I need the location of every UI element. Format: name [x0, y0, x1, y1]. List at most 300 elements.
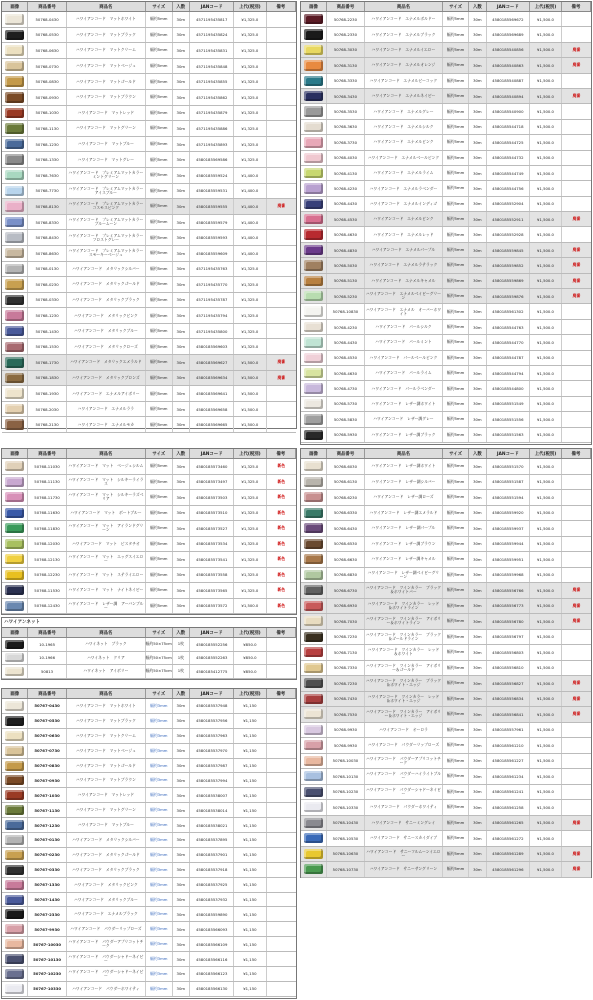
product-image [301, 862, 327, 877]
cell-name: ハワイアンコード マットクリーム [67, 43, 146, 58]
cell-name: ハワイアンコード メタリックローズ [67, 339, 146, 354]
cell-note [562, 104, 591, 118]
cell-code: 50768-10630 [327, 847, 365, 862]
cell-note [562, 506, 591, 521]
cell-name: ハワイアンコード メタリックピンク [67, 308, 146, 323]
cell-qty: 30m [469, 335, 486, 349]
table-body [301, 459, 591, 878]
cell-name: ハワイアンコード マットゴールド [67, 74, 146, 89]
cell-name: ハワイアンコード レザー調シルバー [365, 475, 443, 490]
table-row [301, 459, 591, 475]
cell-size: 幅約5mm [146, 417, 172, 432]
cell-code: 50768-5830 [327, 412, 365, 426]
product-image [301, 151, 327, 165]
table-row [2, 665, 296, 679]
table-row [2, 773, 296, 788]
cell-price: ¥1,325.0 [234, 106, 266, 121]
cell-name: ハワイアンコード マットブラック [67, 714, 146, 728]
header-price: 上代(税別) [234, 2, 266, 11]
cell-size: 幅約5mm [443, 58, 469, 72]
cell-name: ハワイアンコード マットレッド [67, 788, 146, 802]
cell-size: 幅約5mm [443, 27, 469, 41]
table-row [2, 12, 296, 28]
cell-size: 幅約5mm [443, 304, 469, 318]
cell-qty: 30m [173, 583, 191, 598]
cell-jan: 4580185540894 [487, 89, 531, 103]
cell-note [267, 982, 296, 996]
cell-price: ¥1,500.0 [530, 599, 562, 614]
cell-code: 50768-11630 [28, 506, 66, 521]
table-row [2, 417, 296, 433]
cell-name: ハワイアンコード エナメルネイビー [365, 89, 443, 103]
product-image [301, 74, 327, 88]
product-image [2, 699, 28, 713]
cell-note [267, 773, 296, 787]
cell-note: 廃番 [572, 680, 581, 686]
cell-note [562, 723, 591, 738]
cell-name: ハワイネット クリア [67, 652, 146, 665]
cell-name: ハワイアンコード マットゴールド [67, 759, 146, 773]
cell-name: ハワイアンコード サニーフルムーンイエロー [365, 847, 443, 862]
table-row [301, 43, 591, 58]
cell-code: 50768-3330 [327, 74, 365, 88]
cell-name: ハワイアンコード エナメルパープル [365, 243, 443, 257]
product-image [2, 878, 28, 892]
cell-name: ハワイアンコード エナメルピーコック [365, 74, 443, 88]
cell-name: ハワイアンコード メタリックブロンズ [67, 371, 146, 386]
cord-swatch [304, 60, 323, 70]
cell-note [267, 878, 296, 892]
cell-note [562, 412, 591, 426]
product-image [301, 212, 327, 226]
product-image [2, 568, 28, 583]
table-row [2, 537, 296, 553]
cell-qty: 30m [469, 58, 486, 72]
product-image [301, 847, 327, 862]
cell-price: ¥1,325.0 [234, 28, 266, 43]
cord-swatch [304, 245, 323, 255]
table-row [2, 744, 296, 759]
header-code: 商品番号 [28, 628, 66, 637]
cell-qty: 30m [173, 599, 191, 614]
cell-jan: 4580185552928 [487, 227, 531, 241]
cell-size: 幅約5mm [443, 43, 469, 57]
cell-size: 幅約5mm [146, 568, 172, 583]
cell-qty: 30m [469, 366, 486, 380]
cell-qty: 30m [173, 59, 191, 74]
cell-code: 50767-0230 [28, 848, 66, 862]
cell-name: ハワイアンコード レザー調ブラック [365, 428, 443, 442]
header-name: 商品名 [365, 449, 443, 458]
cell-jan: 4580185537918 [190, 863, 234, 877]
cell-code: 50767-1430 [28, 893, 66, 907]
cell-qty: 30m [469, 847, 486, 862]
header-code: 商品番号 [28, 2, 66, 11]
cord-swatch [5, 139, 24, 150]
cell-qty: 30m [469, 304, 486, 318]
header-size: サイズ [146, 628, 172, 637]
cell-name: ハワイアンコード メタリックピンク [67, 878, 146, 892]
product-image [301, 614, 327, 629]
cell-size: 幅約5mm [443, 537, 469, 552]
cell-name: ハワイアンコード エナメルシルク [365, 120, 443, 134]
cell-code: 50768-1330 [28, 152, 66, 167]
cell-qty: 30m [469, 785, 486, 800]
table-row [301, 599, 591, 615]
cord-swatch [5, 108, 24, 119]
cell-size: 幅約5mm [443, 428, 469, 442]
cell-jan: 4580185556810 [487, 661, 531, 676]
cell-jan: 4580185573572 [190, 599, 234, 614]
cord-swatch [5, 865, 24, 875]
header-size: サイズ [443, 2, 469, 11]
cell-note [562, 166, 591, 180]
cell-size: 幅約5mm [146, 137, 172, 152]
cell-note: 廃番 [572, 247, 581, 253]
cell-code: 50767-10230 [28, 967, 66, 981]
cell-name: ハワイアンコード マット ベージュシルム [67, 459, 146, 474]
cell-price: ¥1,325.0 [234, 583, 266, 598]
cell-size: 幅約3mm [146, 773, 172, 787]
product-image [301, 89, 327, 103]
cell-note [267, 803, 296, 817]
cell-name: ハワイアンコード エナメルピンク [365, 135, 443, 149]
cell-note [267, 937, 296, 951]
product-image [2, 552, 28, 567]
cell-size: 幅約5mm [146, 121, 172, 136]
header-size: サイズ [146, 689, 172, 698]
cell-name: ハワイネット ブラック [67, 638, 146, 651]
cell-note [562, 227, 591, 241]
table-row [301, 521, 591, 537]
cell-code: 50768-6530 [327, 537, 365, 552]
cell-name: ハワイネット アイボリー [67, 665, 146, 678]
header-img: 画像 [301, 2, 327, 11]
cell-qty: 30m [173, 74, 191, 89]
cord-swatch [5, 653, 24, 662]
cord-swatch [5, 701, 24, 711]
cell-jan: 4580185569665 [190, 417, 234, 432]
cell-note: 新色 [277, 571, 286, 577]
header-note: 備考 [267, 2, 296, 11]
table-row [301, 335, 591, 350]
header-code: 商品番号 [327, 2, 365, 11]
cell-note [267, 262, 296, 277]
cell-jan: 4580185566109 [190, 937, 234, 951]
cell-note [562, 490, 591, 505]
cell-price: ¥1,325.0 [234, 339, 266, 354]
product-image [301, 769, 327, 784]
table-row [301, 89, 591, 104]
cell-name: ハワイアンコード オーロラ [365, 723, 443, 738]
table-row [2, 893, 296, 908]
cell-qty: 30m [469, 43, 486, 57]
header-img: 画像 [2, 628, 28, 637]
table-row [2, 371, 296, 387]
table-header [2, 449, 296, 459]
cell-name: ハワイアンコード メタリックブラック [67, 293, 146, 308]
cell-size: 幅約5mm [443, 289, 469, 303]
cell-jan: 4580185540863 [487, 58, 531, 72]
cell-jan: 4580185556834 [487, 692, 531, 707]
cell-jan: 4580185551563 [487, 428, 531, 442]
cell-code: 50768-4430 [327, 335, 365, 349]
cell-jan: 4580185537963 [190, 729, 234, 743]
cell-qty: 30m [173, 568, 191, 583]
cell-size: 幅約5mm [146, 490, 172, 505]
cord-swatch [304, 306, 323, 316]
cell-note [562, 304, 591, 318]
cell-price: ¥1,500.0 [530, 89, 562, 103]
cell-size: 幅約3mm [146, 833, 172, 847]
table-row [301, 645, 591, 661]
cell-qty: 30m [469, 120, 486, 134]
product-image [301, 800, 327, 815]
cell-code: 50768-0330 [28, 293, 66, 308]
cell-price: ¥1,500.0 [530, 661, 562, 676]
cell-note: 新色 [277, 494, 286, 500]
cell-name: ハワイアンコード パールライム [365, 366, 443, 380]
cord-swatch [304, 461, 323, 471]
cell-name: ハワイアンコード マット ナイトネイビー [67, 583, 146, 598]
cell-size: 幅約5mm [146, 506, 172, 521]
table-header [2, 2, 296, 12]
cell-size: 幅約5mm [443, 381, 469, 395]
product-image [2, 773, 28, 787]
cell-price: ¥1,500.0 [530, 74, 562, 88]
cord-swatch [5, 45, 24, 56]
cell-size: 幅約5mm [146, 402, 172, 417]
cell-jan: 4580185537987 [190, 759, 234, 773]
cell-code: 50768-10330 [327, 800, 365, 815]
product-image [2, 246, 28, 261]
cell-note [562, 351, 591, 365]
cell-price: ¥1,150 [234, 759, 266, 773]
cell-name: ハワイアンコード マットブラック [67, 28, 146, 43]
cell-size: 幅約5mm [146, 552, 172, 567]
cell-size: 幅約5mm [443, 785, 469, 800]
header-price: 上代(税別) [234, 628, 266, 637]
cell-price: ¥1,325.0 [234, 308, 266, 323]
cell-note [562, 568, 591, 583]
product-image [301, 754, 327, 769]
cell-price: ¥1,500.0 [530, 630, 562, 645]
header-code: 商品番号 [327, 449, 365, 458]
cell-code: 50768-2030 [28, 402, 66, 417]
table-row [301, 412, 591, 427]
cord-swatch [5, 640, 24, 649]
cell-jan: 4571195435893 [190, 137, 234, 152]
cell-note: 廃番 [572, 618, 581, 624]
cell-qty: 30m [173, 863, 191, 877]
cell-jan: 4571195435787 [190, 293, 234, 308]
cell-note [562, 12, 591, 26]
cord-swatch [5, 492, 24, 502]
cell-name: ハワイアンコード メタリックシルバー [67, 833, 146, 847]
header-price: 上代(税別) [234, 689, 266, 698]
cell-code: 50767-0630 [28, 729, 66, 743]
cell-qty: 30m [173, 137, 191, 152]
product-image [2, 893, 28, 907]
cell-code: 50768-4830 [327, 243, 365, 257]
cord-swatch [5, 92, 24, 103]
cord-swatch [304, 45, 323, 55]
cell-qty: 30m [173, 848, 191, 862]
cord-swatch [5, 601, 24, 611]
table-row [2, 863, 296, 878]
cell-qty: 30m [173, 878, 191, 892]
product-image [301, 258, 327, 272]
cell-jan: 4580185537956 [190, 714, 234, 728]
cell-jan: 4571195435855 [190, 74, 234, 89]
product-image [2, 459, 28, 474]
cell-jan: 4580185559951 [487, 552, 531, 567]
cell-qty: 30m [469, 428, 486, 442]
cell-jan: 4580185573503 [190, 490, 234, 505]
cell-qty: 30m [173, 215, 191, 230]
cell-name: ハワイアンコード ツインカラー アイボリー＆ホワイト・エッジ [365, 707, 443, 722]
cell-code: 50768-4630 [327, 227, 365, 241]
cell-qty: 30m [173, 339, 191, 354]
cell-size: 幅約5mm [443, 74, 469, 88]
cord-swatch [304, 368, 323, 378]
cell-price: ¥1,500.0 [530, 552, 562, 567]
cell-note [562, 738, 591, 753]
header-price: 上代(税別) [234, 449, 266, 458]
cell-note: 廃番 [572, 866, 581, 872]
table-row [301, 568, 591, 584]
cord-swatch [5, 310, 24, 321]
cell-qty: 30m [173, 184, 191, 199]
cell-qty: 30m [469, 521, 486, 536]
cord-swatch [5, 404, 24, 415]
table-row [301, 304, 591, 319]
cell-code: 50768-12130 [28, 552, 66, 567]
cell-price: ¥1,500.0 [530, 227, 562, 241]
cell-price: ¥1,500.0 [530, 645, 562, 660]
cell-jan: 4580185559944 [487, 537, 531, 552]
cord-swatch [304, 833, 323, 843]
table-row [2, 262, 296, 278]
cell-size: 幅約5mm [443, 151, 469, 165]
table-row [301, 166, 591, 181]
cell-price: ¥1,500.0 [530, 475, 562, 490]
cell-note: 廃番 [572, 262, 581, 268]
cell-size: 幅約5mm [443, 366, 469, 380]
table-row [301, 258, 591, 273]
cell-qty: 30m [173, 833, 191, 847]
product-image [2, 262, 28, 277]
cell-size: 幅約5mm [146, 28, 172, 43]
cell-code: 50768-4530 [327, 351, 365, 365]
table-row [2, 137, 296, 153]
cell-note [267, 967, 296, 981]
cell-jan: 4580185544749 [487, 166, 531, 180]
cell-note: 廃番 [572, 216, 581, 222]
cell-code: 50768-5130 [327, 274, 365, 288]
cell-code: 50768-10030 [327, 754, 365, 769]
cell-name: ハワイアンコード パウダーアプリコットチーク [67, 937, 146, 951]
cell-note [267, 215, 296, 230]
cord-swatch [304, 864, 323, 874]
cell-size: 幅約3mm [146, 878, 172, 892]
cell-code: 50767-1130 [28, 803, 66, 817]
table-row [2, 833, 296, 848]
cord-swatch [304, 725, 323, 735]
cell-jan: 4580185573541 [190, 552, 234, 567]
product-image [301, 785, 327, 800]
cell-jan: 4580185544770 [487, 335, 531, 349]
table-row [301, 58, 591, 73]
cord-swatch [5, 539, 24, 549]
cell-name: ハワイアンコード レザー調ホワイト [365, 459, 443, 474]
table-body [301, 12, 591, 443]
cell-jan: 4571195435862 [190, 90, 234, 105]
cell-code: 50768-4230 [327, 181, 365, 195]
cell-jan: 4580185556780 [487, 614, 531, 629]
cell-code: 50768-1930 [28, 386, 66, 401]
cell-note [267, 90, 296, 105]
cell-jan: 4580185561234 [487, 769, 531, 784]
cell-name: ハワイアンコード エナメルライム [365, 166, 443, 180]
product-image [2, 652, 28, 665]
cell-note [562, 630, 591, 645]
cell-qty: 30m [173, 714, 191, 728]
cell-price: ¥1,150 [234, 788, 266, 802]
cell-size: 幅約5mm [443, 89, 469, 103]
product-image [2, 417, 28, 432]
cell-qty: 30m [469, 166, 486, 180]
table-body [2, 12, 296, 433]
cell-qty: 30m [173, 199, 191, 214]
table-row [301, 692, 591, 708]
cell-note [562, 74, 591, 88]
product-image [2, 371, 28, 386]
cell-size: 幅約5mm [146, 262, 172, 277]
cell-jan: 4580185540856 [487, 43, 531, 57]
cord-swatch [5, 264, 24, 275]
table-header [301, 2, 591, 12]
product-image [301, 521, 327, 536]
product-image [301, 227, 327, 241]
cell-price: ¥1,500.0 [530, 289, 562, 303]
cell-name: ハワイアンコード ツインカラー レッド＆ホワイト・エッジ [365, 692, 443, 707]
cell-name: ハワイアンコード メタリックゴールド [67, 848, 146, 862]
cell-jan: 4580185552256 [190, 638, 234, 651]
cell-jan: 4580185544732 [487, 151, 531, 165]
product-image [2, 729, 28, 743]
cord-swatch [5, 419, 24, 430]
cell-note [562, 181, 591, 195]
product-image [2, 863, 28, 877]
cell-jan: 4580185559920 [487, 506, 531, 521]
cell-qty: 30m [469, 151, 486, 165]
cell-note: 廃番 [572, 602, 581, 608]
table-header [2, 628, 296, 638]
cell-size: 幅約50×75cm [146, 638, 172, 651]
cell-price: ¥1,500.0 [234, 371, 266, 386]
cell-code: 50767-0530 [28, 714, 66, 728]
cell-jan: 4580185552911 [487, 212, 531, 226]
cell-size: 幅約5mm [146, 599, 172, 614]
cell-code: 50768-3030 [327, 43, 365, 57]
cell-name: ハワイアンコード マットクリーム [67, 729, 146, 743]
cell-code: 50768-4230 [327, 320, 365, 334]
cell-price: ¥1,500.0 [530, 304, 562, 318]
cell-code: 50768-9930 [327, 723, 365, 738]
cord-swatch [304, 787, 323, 797]
cell-name: ハワイアンコード エナメル オーバーホワイト [365, 304, 443, 318]
